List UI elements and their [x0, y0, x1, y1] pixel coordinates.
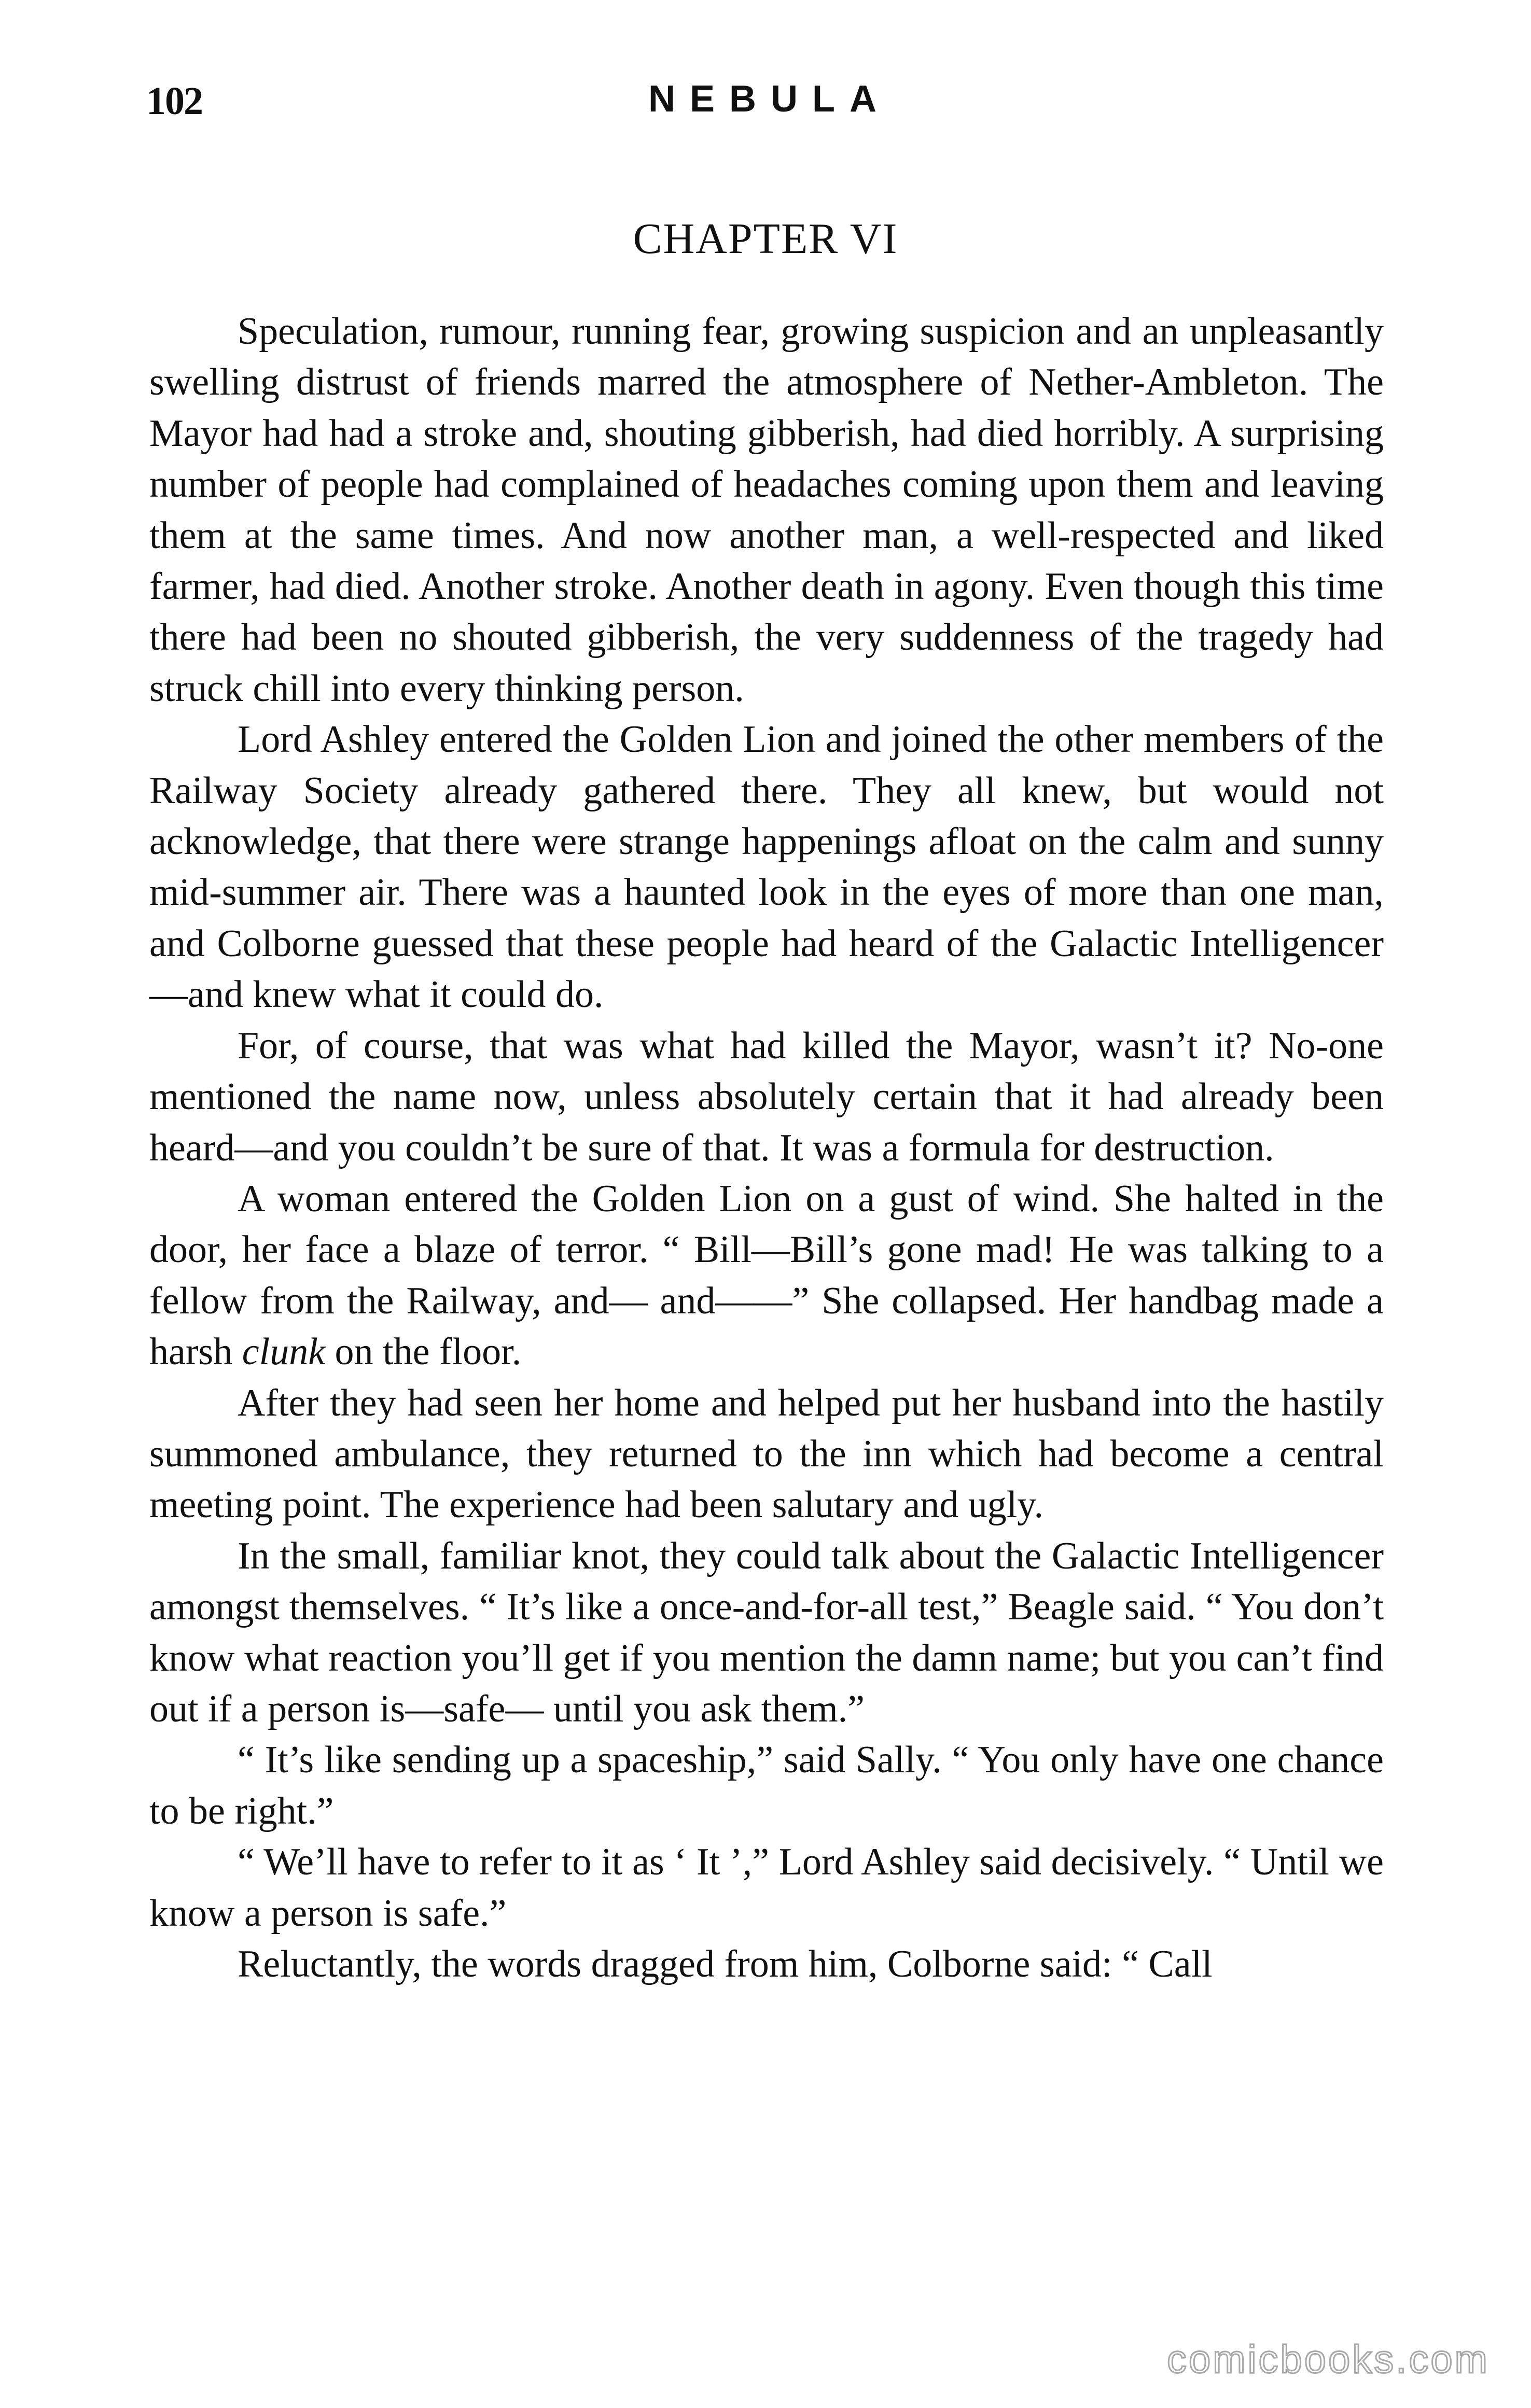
paragraph: [149, 1173, 1384, 1378]
italic-word: clunk: [242, 1331, 326, 1374]
body-text: [149, 306, 1384, 1990]
page-header: [0, 0, 1531, 156]
page-number: 102: [146, 79, 202, 123]
paragraph: Lord Ashley entered the Golden Lion and joined the other members of the Railway Society already gathered there. They all knew, but would not acknowledge, that there were strange happenings afloat on the calm and sunny mid-summer air. There was a haunted look in the eyes of more than one man, and Colborne guessed that these people had heard of the Galactic Intelligencer—and knew what it could do.: [149, 718, 1384, 1016]
paragraph: “ We’ll have to refer to it as ‘ It ’,” Lord Ashley said decisively. “ Until we know a person is safe.”: [149, 1841, 1384, 1935]
paragraph: In the small, familiar knot, they could talk about the Galactic Intelligencer amongst themselves. “ It’s like a once-and-for-all test,” Beagle said. “ You don’t know what reaction you’ll get if you mention the damn name; but you can’t find out if a person is—safe— until you ask them.”: [149, 1534, 1384, 1730]
paragraph: Speculation, rumour, running fear, growing suspicion and an unpleasantly swelling distrust of friends marred the atmosphere of Nether-Ambleton. The Mayor had had a stroke and, shouting gibberish, had died horribly. A surprising number of people had complained of headaches coming upon them and leaving them at the same times. And now another man, a well-respected and liked farmer, had died. Another stroke. Another death in agony. Even though this time there had been no shouted gibberish, the very suddenness of the tragedy had struck chill into every thinking person.: [149, 310, 1384, 710]
paragraph: After they had seen her home and helped put her husband into the hastily summoned ambulance, they returned to the inn which had become a central meeting point. The experience had been salutary and ugly.: [149, 1381, 1384, 1527]
paragraph: For, of course, that was what had killed the Mayor, wasn’t it? No-one mentioned the name now, unless absolutely certain that it had already been heard—and you couldn’t be sure of that. It was a formula for destruction.: [149, 1024, 1384, 1169]
paragraph: “ It’s like sending up a spaceship,” said Sally. “ You only have one chance to be right.”: [149, 1739, 1384, 1832]
watermark: comicbooks.com: [1167, 2337, 1490, 2382]
chapter-title: CHAPTER VI: [633, 215, 898, 263]
paragraph: Reluctantly, the words dragged from him, Colborne said: “ Call: [238, 1943, 1213, 1985]
paragraph-text: on the floor.: [325, 1331, 522, 1374]
running-head: NEBULA: [648, 78, 891, 120]
paragraph-text: A woman entered the Golden Lion on a gust of wind. She halted in the door, her face a blaze of terror. “ Bill—Bill’s gone mad! He was talking to a fellow from the Railway, and— and——” She collapsed. Her handbag made a harsh: [149, 1177, 1384, 1374]
